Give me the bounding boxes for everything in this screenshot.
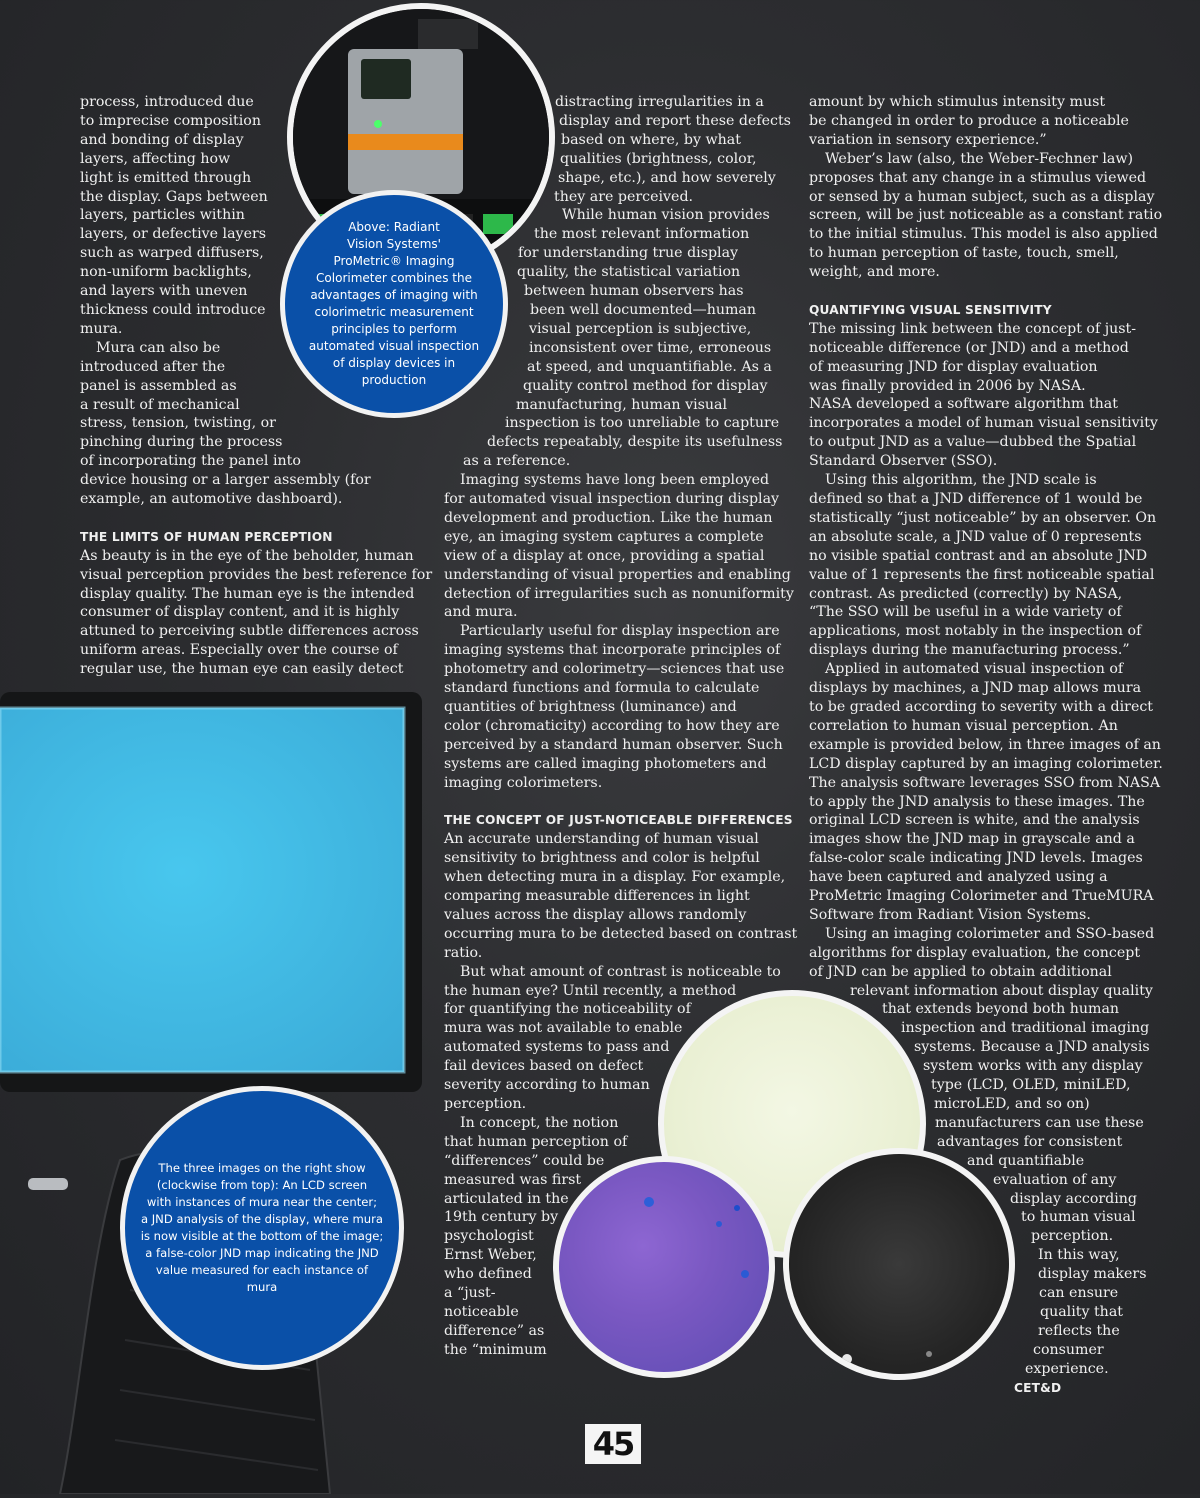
text-line: eye, an imaging system captures a complete <box>444 528 764 545</box>
caption-line: Above: Radiant <box>348 220 440 235</box>
text-line: manufacturers can use these <box>935 1114 1144 1131</box>
page-number: 45 <box>585 1424 641 1464</box>
text-line: As beauty is in the eye of the beholder, human <box>80 547 414 564</box>
text-line: a result of mechanical <box>80 396 240 413</box>
text-line: as a reference. <box>463 453 571 470</box>
text-line: experience. <box>1025 1360 1109 1377</box>
text-line: thickness could introduce <box>80 301 266 318</box>
paragraph <box>809 1246 1154 1378</box>
text-line: algorithms for display evaluation, the concept <box>809 944 1141 961</box>
text-line: detection of irregularities such as nonuniformity <box>444 585 794 602</box>
text-line: quality that <box>1040 1303 1123 1320</box>
text-line: Using this algorithm, the JND scale is <box>825 472 1097 489</box>
text-line: or sensed by a human subject, such as a display <box>809 188 1155 205</box>
text-line: difference” as <box>444 1322 545 1339</box>
text-line: between human observers has <box>524 283 744 300</box>
text-line: the most relevant information <box>534 226 750 243</box>
text-line: automated systems to pass and <box>444 1039 670 1056</box>
text-line: to be graded according to severity with a direct <box>809 698 1153 715</box>
paragraph <box>809 320 1158 471</box>
text-line: original LCD screen is white, and the analysis <box>809 812 1140 829</box>
paragraph <box>444 1114 789 1360</box>
text-line: understanding of visual properties and enabling <box>444 566 791 583</box>
text-line: mura. <box>80 320 123 337</box>
text-line: pinching during the process <box>80 434 283 451</box>
text-line: display and report these defects <box>559 112 791 129</box>
caption-line: a false-color JND map indicating the JND <box>145 1245 379 1260</box>
caption-line: is now visible at the bottom of the image; <box>140 1229 384 1243</box>
signoff: CET&D <box>1014 1380 1062 1395</box>
caption-line: Colorimeter combines the <box>316 271 472 286</box>
paragraph <box>80 93 420 339</box>
text-line: statistically “just noticeable” by an observer. On <box>809 509 1157 526</box>
caption-line: production <box>361 372 427 387</box>
paragraph <box>444 206 789 471</box>
text-line: have been captured and analyzed using a <box>809 869 1108 886</box>
caption-bottom <box>120 1086 404 1370</box>
monitor-photo <box>0 692 425 1102</box>
text-line: to apply the JND analysis to these images. The <box>809 793 1145 810</box>
text-line: of incorporating the panel into <box>80 453 301 470</box>
text-line: inspection and traditional imaging <box>901 1020 1150 1037</box>
text-line: layers, particles within <box>80 207 245 224</box>
text-line: noticeable <box>444 1303 519 1320</box>
caption-line: automated visual inspection <box>308 338 480 353</box>
caption-line: of display devices in <box>332 355 456 370</box>
text-line: Particularly useful for display inspection are <box>460 623 780 640</box>
text-line: perceived by a standard human observer. Such <box>444 736 783 753</box>
text-line: NASA developed a software algorithm that <box>809 396 1118 413</box>
text-line: The missing link between the concept of just- <box>809 320 1137 337</box>
text-line: measured was first <box>444 1171 582 1188</box>
text-line: 19th century by <box>444 1209 559 1226</box>
text-line: Standard Observer (SSO). <box>809 453 998 470</box>
text-line: ratio. <box>444 944 483 961</box>
text-line: for understanding true display <box>518 245 739 262</box>
text-line: defined so that a JND difference of 1 would be <box>809 491 1143 508</box>
text-line: weight, and more. <box>809 264 940 281</box>
text-line: LCD display captured by an imaging colorimeter. <box>809 755 1163 772</box>
paragraph <box>809 150 1163 282</box>
caption-line: mura <box>246 1279 278 1294</box>
text-line: when detecting mura in a display. For example, <box>444 869 786 886</box>
text-line: quality control method for display <box>523 377 768 394</box>
text-line: a “just- <box>444 1285 496 1302</box>
text-line: introduced after the <box>80 358 226 375</box>
paragraph <box>444 830 798 962</box>
text-line: value of 1 represents the first noticeable spatial <box>809 566 1155 583</box>
text-line: fail devices based on defect <box>444 1058 644 1075</box>
text-line: visual perception provides the best reference for <box>80 566 433 583</box>
text-line: such as warped diffusers, <box>80 245 264 262</box>
text-line: screen, will be just noticeable as a constant ratio <box>809 207 1163 224</box>
section-heading: THE CONCEPT OF JUST-NOTICEABLE DIFFERENCES <box>444 813 793 828</box>
caption-line: (clockwise from top): An LCD screen <box>156 1178 368 1193</box>
column-3 <box>809 93 1163 1398</box>
text-line: to human perception of taste, touch, smell, <box>809 245 1119 262</box>
paragraph <box>809 93 1154 150</box>
text-line: standard functions and formula to calculate <box>444 680 760 697</box>
paragraph <box>809 660 1163 925</box>
text-line: occurring mura to be detected based on contrast <box>444 925 798 942</box>
text-line: Ernst Weber, <box>444 1247 537 1264</box>
paragraph <box>444 622 789 792</box>
text-line: was finally provided in 2006 by NASA. <box>809 377 1086 394</box>
text-line: view of a display at once, providing a spatial <box>444 547 765 564</box>
text-line: they are perceived. <box>554 188 694 205</box>
text-line: display according <box>1010 1190 1138 1207</box>
text-line: can ensure <box>1039 1285 1119 1302</box>
text-line: distracting irregularities in a <box>555 94 764 110</box>
caption-line: colorimetric measurement <box>314 305 474 319</box>
text-line: quantities of brightness (luminance) and <box>444 699 737 715</box>
text-line: In this way, <box>1038 1247 1120 1264</box>
text-line: at speed, and unquantifiable. As a <box>527 358 772 375</box>
text-line: perception. <box>444 1096 527 1113</box>
text-line: that extends beyond both human <box>882 1001 1120 1018</box>
text-line: the “minimum <box>444 1341 547 1358</box>
text-line: systems. Because a JND analysis <box>914 1039 1150 1056</box>
text-line: system works with any display <box>923 1058 1143 1075</box>
text-line: layers, or defective layers <box>80 226 267 243</box>
text-line: noticeable difference (or JND) and a method <box>809 339 1129 356</box>
text-line: images show the JND map in grayscale and a <box>809 831 1135 848</box>
text-line: the display. Gaps between <box>80 188 268 205</box>
text-line: display quality. The human eye is the intended <box>80 585 415 602</box>
text-line: example, an automotive dashboard). <box>80 491 343 508</box>
text-line: photometry and colorimetry—sciences that use <box>444 661 785 678</box>
section-heading: THE LIMITS OF HUMAN PERCEPTION <box>80 529 333 544</box>
text-line: layers, affecting how <box>80 150 231 167</box>
text-line: shape, etc.), and how severely <box>558 169 776 186</box>
section-heading: QUANTIFYING VISUAL SENSITIVITY <box>809 302 1052 317</box>
text-line: Mura can also be <box>96 339 221 356</box>
text-line: the human eye? Until recently, a method <box>444 982 737 999</box>
text-line: evaluation of any <box>993 1171 1117 1188</box>
text-line: displays by machines, a JND map allows mura <box>809 680 1142 697</box>
paragraph <box>444 93 789 206</box>
caption-line: The three images on the right show <box>158 1161 366 1176</box>
text-line: panel is assembled as <box>80 377 237 394</box>
text-line: and mura. <box>444 604 518 621</box>
text-line: But what amount of contrast is noticeable to <box>460 963 781 980</box>
paragraph <box>809 471 1157 660</box>
text-line: defects repeatably, despite its usefulness <box>487 434 783 451</box>
text-line: inspection is too unreliable to capture <box>505 415 780 432</box>
text-line: attuned to perceiving subtle differences across <box>80 623 419 640</box>
text-line: color (chromaticity) according to how they are <box>444 717 780 734</box>
text-line: mura was not available to enable <box>444 1020 683 1037</box>
text-line: for quantifying the noticeability of <box>444 1001 691 1018</box>
text-line: that human perception of <box>444 1133 628 1150</box>
text-line: to output JND as a value—dubbed the Spatial <box>809 434 1137 451</box>
text-line: for automated visual inspection during display <box>444 491 780 508</box>
text-line: “differences” could be <box>444 1152 605 1169</box>
text-line: and layers with uneven <box>80 283 248 300</box>
text-line: be changed in order to produce a noticeable <box>809 112 1129 129</box>
text-line: psychologist <box>444 1228 534 1245</box>
text-line: perception. <box>1031 1228 1114 1245</box>
text-line: advantages for consistent <box>937 1133 1123 1150</box>
text-line: imaging colorimeters. <box>444 774 603 791</box>
text-line: qualities (brightness, color, <box>560 150 757 167</box>
text-line: to human visual <box>1021 1209 1136 1226</box>
text-line: based on where, by what <box>561 131 741 148</box>
text-line: uniform areas. Especially over the course of <box>80 642 398 659</box>
text-line: Using an imaging colorimeter and SSO-based <box>825 925 1155 942</box>
text-line: non-uniform backlights, <box>80 264 252 281</box>
paragraph <box>444 471 794 622</box>
text-line: An accurate understanding of human visual <box>444 831 759 848</box>
text-line: no visible spatial contrast and an absolute JND <box>809 547 1148 564</box>
text-line: imaging systems that incorporate principles of <box>444 642 781 659</box>
text-line: display makers <box>1038 1266 1147 1283</box>
paragraph <box>80 547 433 679</box>
text-line: who defined <box>444 1266 532 1283</box>
text-line: visual perception is subjective, <box>529 320 752 337</box>
text-line: values across the display allows randomly <box>444 906 747 923</box>
text-line: to the initial stimulus. This model is also applied <box>809 226 1158 243</box>
text-line: Applied in automated visual inspection of <box>825 661 1124 678</box>
text-line: light is emitted through <box>80 169 252 186</box>
text-line: proposes that any change in a stimulus viewed <box>809 169 1147 186</box>
text-line: variation in sensory experience.” <box>809 131 1047 148</box>
text-line: sensitivity to brightness and color is helpful <box>444 850 760 867</box>
caption-line: value measured for each instance of <box>155 1262 369 1277</box>
text-line: relevant information about display quality <box>850 982 1153 999</box>
text-line: ProMetric Imaging Colorimeter and TrueMURA <box>809 888 1154 905</box>
text-line: consumer of display content, and it is highly <box>80 604 400 621</box>
text-line: contrast. As predicted (correctly) by NASA, <box>809 585 1123 602</box>
text-line: type (LCD, OLED, miniLED, <box>931 1077 1131 1094</box>
text-line: and quantifiable <box>967 1152 1085 1169</box>
text-line: amount by which stimulus intensity must <box>809 94 1106 110</box>
text-line: quality, the statistical variation <box>517 264 741 281</box>
text-line: device housing or a larger assembly (for <box>80 472 371 489</box>
text-line: applications, most notably in the inspection of <box>809 623 1142 640</box>
text-line: correlation to human visual perception. An <box>809 717 1118 734</box>
text-line: systems are called imaging photometers and <box>444 755 767 772</box>
caption-line: with instances of mura near the center; <box>146 1195 378 1210</box>
text-line: and bonding of display <box>80 131 244 148</box>
text-line: severity according to human <box>444 1077 650 1094</box>
text-line: consumer <box>1033 1341 1104 1358</box>
text-line: stress, tension, twisting, or <box>80 415 276 432</box>
text-line: articulated in the <box>444 1190 569 1207</box>
text-line: While human vision provides <box>562 207 770 224</box>
text-line: example is provided below, in three images of an <box>809 736 1161 753</box>
text-line: false-color scale indicating JND levels. Images <box>809 850 1143 867</box>
text-line: Software from Radiant Vision Systems. <box>809 906 1091 923</box>
paragraph <box>444 963 789 1114</box>
text-line: of measuring JND for display evaluation <box>809 358 1098 375</box>
text-line: development and production. Like the human <box>444 509 773 526</box>
caption-line: Vision Systems' <box>347 237 441 252</box>
column-2 <box>444 93 798 1360</box>
text-line: microLED, and so on) <box>934 1096 1090 1113</box>
text-line: process, introduced due <box>80 94 254 110</box>
caption-line: a JND analysis of the display, where mura <box>140 1212 384 1227</box>
text-line: In concept, the notion <box>460 1114 619 1131</box>
text-line: “The SSO will be useful in a wide variety of <box>809 604 1122 621</box>
caption-line: advantages of imaging with <box>310 288 478 303</box>
text-line: regular use, the human eye can easily detect <box>80 661 404 678</box>
column-1 <box>80 93 433 679</box>
text-line: Imaging systems have long been employed <box>460 472 770 489</box>
caption-line: principles to perform <box>331 321 457 336</box>
text-line: inconsistent over time, erroneous <box>529 339 772 356</box>
paragraph <box>809 925 1154 1246</box>
text-line: incorporates a model of human visual sensitivity <box>809 415 1158 432</box>
text-line: Weber’s law (also, the Weber-Fechner law) <box>825 150 1134 167</box>
text-line: of JND can be applied to obtain additional <box>809 963 1112 980</box>
text-line: manufacturing, human visual <box>516 396 728 413</box>
text-line: to imprecise composition <box>80 112 261 129</box>
text-line: displays during the manufacturing process.” <box>809 642 1130 659</box>
text-line: reflects the <box>1038 1322 1120 1339</box>
text-line: an absolute scale, a JND value of 0 represents <box>809 528 1142 545</box>
text-line: comparing measurable differences in light <box>444 888 750 905</box>
text-line: been well documented—human <box>530 301 757 318</box>
caption-line: ProMetric® Imaging <box>333 254 455 269</box>
paragraph <box>80 339 420 509</box>
text-line: The analysis software leverages SSO from NASA <box>809 774 1161 791</box>
